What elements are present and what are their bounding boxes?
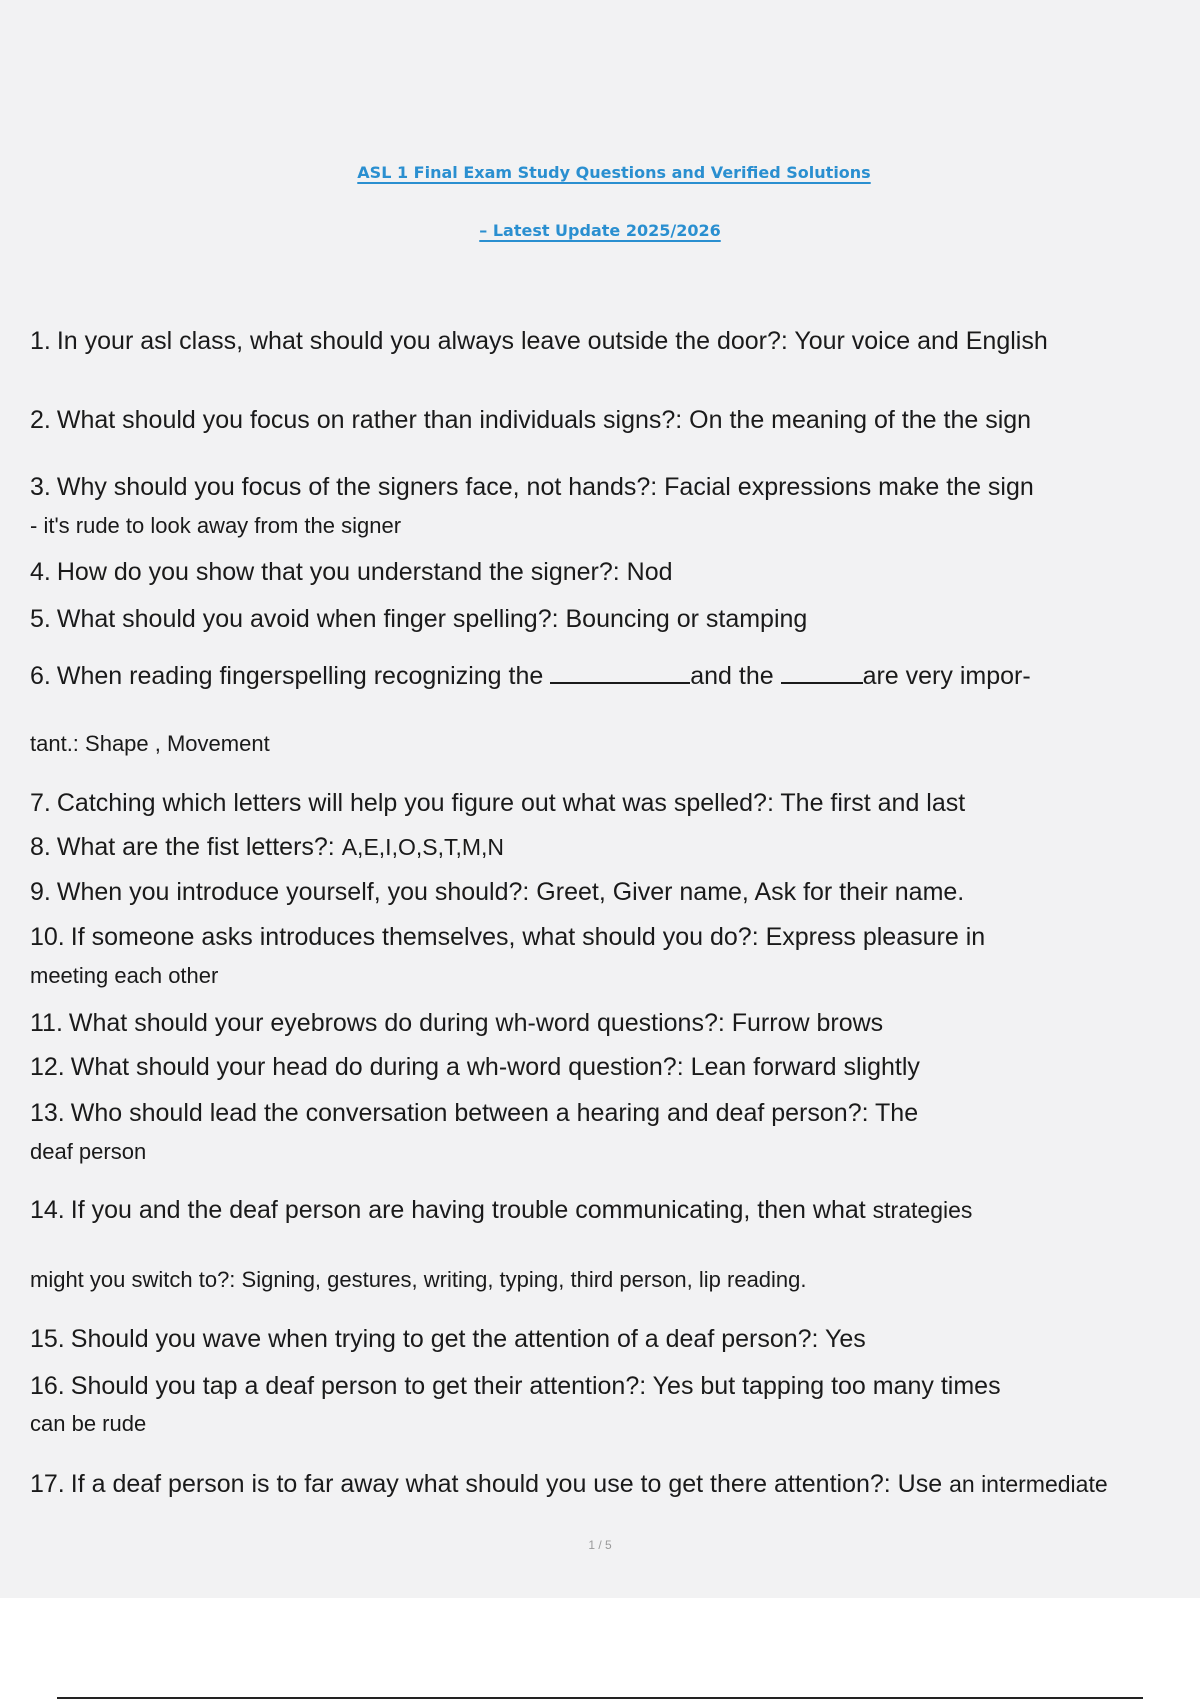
fill-in-blank-1 (550, 660, 690, 684)
question-6-continuation: tant.: Shape , Movement (30, 731, 270, 756)
question-11: 11. What should your eyebrows do during wh-word questions?: Furrow brows (30, 1009, 884, 1037)
question-2: 2. What should you focus on rather than individuals signs?: On the meaning of the the sign (30, 406, 1032, 434)
question-3-continuation: - it's rude to look away from the signer (30, 513, 402, 538)
question-10-continuation: meeting each other (30, 963, 219, 988)
question-13: 13. Who should lead the conversation between a hearing and deaf person?: The (30, 1099, 919, 1127)
question-3: 3. Why should you focus of the signers face, not hands?: Facial expressions make the sign (30, 473, 1034, 501)
question-10: 10. If someone asks introduces themselves, what should you do?: Express pleasure in (30, 923, 986, 951)
question-8-answer: A,E,I,O,S,T,M,N (341, 834, 505, 860)
question-6: 6. When reading fingerspelling recognizing the and the are very impor- (30, 662, 1031, 690)
question-13-continuation: deaf person (30, 1139, 147, 1164)
page-number: 1 / 5 (588, 1538, 612, 1552)
question-4: 4. How do you show that you understand the signer?: Nod (30, 558, 673, 586)
question-1: 1. In your asl class, what should you always leave outside the door?: Your voice and English (30, 327, 1048, 355)
question-16-continuation: can be rude (30, 1411, 147, 1436)
question-14-continuation: might you switch to?: Signing, gestures, writing, typing, third person, lip reading. (30, 1267, 807, 1292)
title-line-2: – Latest Update 2025/2026 (479, 221, 721, 240)
question-15: 15. Should you wave when trying to get the attention of a deaf person?: Yes (30, 1325, 866, 1353)
title-line-1: ASL 1 Final Exam Study Questions and Verified Solutions (357, 163, 871, 182)
next-page-divider (57, 1697, 1143, 1699)
fill-in-blank-2 (781, 660, 863, 684)
document-title (0, 144, 1200, 260)
question-7: 7. Catching which letters will help you figure out what was spelled?: The first and last (30, 789, 966, 817)
question-9: 9. When you introduce yourself, you should?: Greet, Giver name, Ask for their name. (30, 878, 965, 906)
question-12: 12. What should your head do during a wh-word question?: Lean forward slightly (30, 1053, 920, 1081)
question-5: 5. What should you avoid when finger spelling?: Bouncing or stamping (30, 605, 808, 633)
question-14: 14. If you and the deaf person are having trouble communicating, then what strategies (30, 1196, 973, 1224)
question-8: 8. What are the fist letters?: A,E,I,O,S,T,M,N (30, 833, 505, 861)
question-16: 16. Should you tap a deaf person to get their attention?: Yes but tapping too many times (30, 1372, 1001, 1400)
question-17: 17. If a deaf person is to far away what should you use to get there attention?: Use an intermediate (30, 1470, 1108, 1498)
